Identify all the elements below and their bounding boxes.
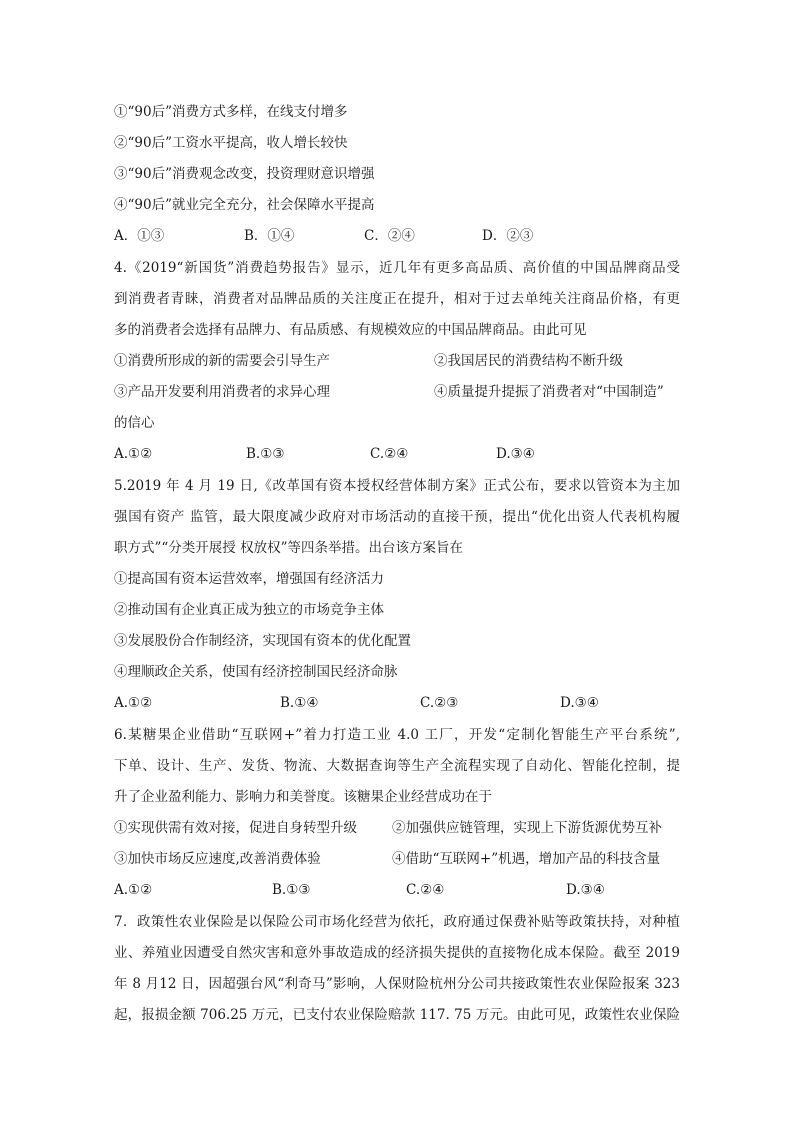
q6-statement-1: ①实现供需有效对接，促进自身转型升级 xyxy=(114,820,357,836)
q4-option-d: D.③④ xyxy=(496,446,535,462)
q4-statement-4-cont: 的信心 xyxy=(114,415,155,431)
q3-option-a: A．①③ xyxy=(114,228,165,244)
q5-stem-line-2: 强国有资产 监管，最大限度减少政府对市场活动的直接干预，提出“优化出资人代表机构履 xyxy=(114,509,680,525)
q7-stem-line-3: 年 8 月12 日，因超强台风“利奇马”影响，人保财险杭州分公司共接政策性农业保险报案 323 xyxy=(114,976,680,992)
q3-option-c: C．②④ xyxy=(364,228,415,244)
q6-option-c: C.②④ xyxy=(406,882,445,898)
q3-statement-1: ①“90后”消费方式多样，在线支付增多 xyxy=(114,104,348,120)
q4-statement-3: ③产品开发要利用消费者的求异心理 xyxy=(114,384,330,400)
q5-option-b: B.①④ xyxy=(280,695,319,711)
q6-option-a: A.①② xyxy=(114,882,153,898)
q5-statement-3: ③发展股份合作制经济，实现国有资本的优化配置 xyxy=(114,633,411,649)
q4-stem-line-2: 到消费者青睐，消费者对品牌品质的关注度正在提升，相对于过去单纯关注商品价格，有更 xyxy=(114,291,680,307)
q4-option-b: B.①③ xyxy=(246,446,285,462)
q5-statement-1: ①提高国有资本运营效率，增强国有经济活力 xyxy=(114,571,384,587)
q3-option-d: D．②③ xyxy=(482,228,534,244)
q5-option-c: C.②③ xyxy=(420,695,459,711)
q6-statement-2: ②加强供应链管理，实现上下游货源优势互补 xyxy=(392,820,662,836)
q7-stem-line-1: 7．政策性农业保险是以保险公司市场化经营为依托，政府通过保费补贴等政策扶持，对种植 xyxy=(114,914,680,930)
q3-statement-4: ④“90后”就业完全充分，社会保障水平提高 xyxy=(114,197,375,213)
q5-statement-2: ②推动国有企业真正成为独立的市场竞争主体 xyxy=(114,602,384,618)
q5-stem-line-3: 职方式”“分类开展授 权放权”等四条举措。出台该方案旨在 xyxy=(114,540,463,556)
q6-stem-line-3: 升了企业盈利能力、影响力和美誉度。该糖果企业经营成功在于 xyxy=(114,789,492,805)
q5-option-a: A.①② xyxy=(114,695,153,711)
q6-statement-4: ④借助“互联网+”机遇，增加产品的科技含量 xyxy=(392,851,661,867)
q5-statement-4: ④理顺政企关系，使国有经济控制国民经济命脉 xyxy=(114,664,398,680)
q4-statement-2: ②我国居民的消费结构不断升级 xyxy=(434,353,623,369)
q6-statement-3: ③加快市场反应速度,改善消费体验 xyxy=(114,851,321,867)
q5-option-d: D.③④ xyxy=(560,695,599,711)
q4-option-c: C.②④ xyxy=(370,446,409,462)
q7-stem-line-2: 业、养殖业因遭受自然灾害和意外事故造成的经济损失提供的直接物化成本保险。截至 2019 xyxy=(114,945,680,961)
q3-statement-3: ③“90后”消费观念改变，投资理财意识增强 xyxy=(114,166,375,182)
q4-option-a: A.①② xyxy=(114,446,153,462)
q6-option-d: D.③④ xyxy=(566,882,605,898)
q7-stem-line-4: 起，报损金额 706.25 万元，已支付农业保险赔款 117. 75 万元。由此可见，政策性农业保险 xyxy=(114,1007,680,1023)
q4-stem-line-1: 4.《2019“新国货”消费趋势报告》显示，近几年有更多高品质、高价值的中国品牌商品受 xyxy=(114,260,680,276)
q6-stem-line-2: 下单、设计、生产、发货、物流、大数据查询等生产全流程实现了自动化、智能化控制，提 xyxy=(114,758,680,774)
q4-stem-line-3: 多的消费者会选择有品牌力、有品质感、有规模效应的中国品牌商品。由此可见 xyxy=(114,322,587,338)
q6-stem-line-1: 6.某糖果企业借助“互联网+”着力打造工业 4.0 工厂，开发“定制化智能生产平台系统”, xyxy=(114,727,680,743)
q3-statement-2: ②“90后”工资水平提高，收人增长较快 xyxy=(114,135,348,151)
q3-option-b: B．①④ xyxy=(244,228,295,244)
q4-statement-1: ①消费所形成的新的需要会引导生产 xyxy=(114,353,330,369)
q5-stem-line-1: 5.2019 年 4 月 19 日,《改革国有资本授权经营体制方案》正式公布，要求以管资本为主加 xyxy=(114,478,680,494)
q6-option-b: B.①③ xyxy=(272,882,311,898)
q4-statement-4: ④质量提升提振了消费者对“中国制造” xyxy=(434,384,664,400)
